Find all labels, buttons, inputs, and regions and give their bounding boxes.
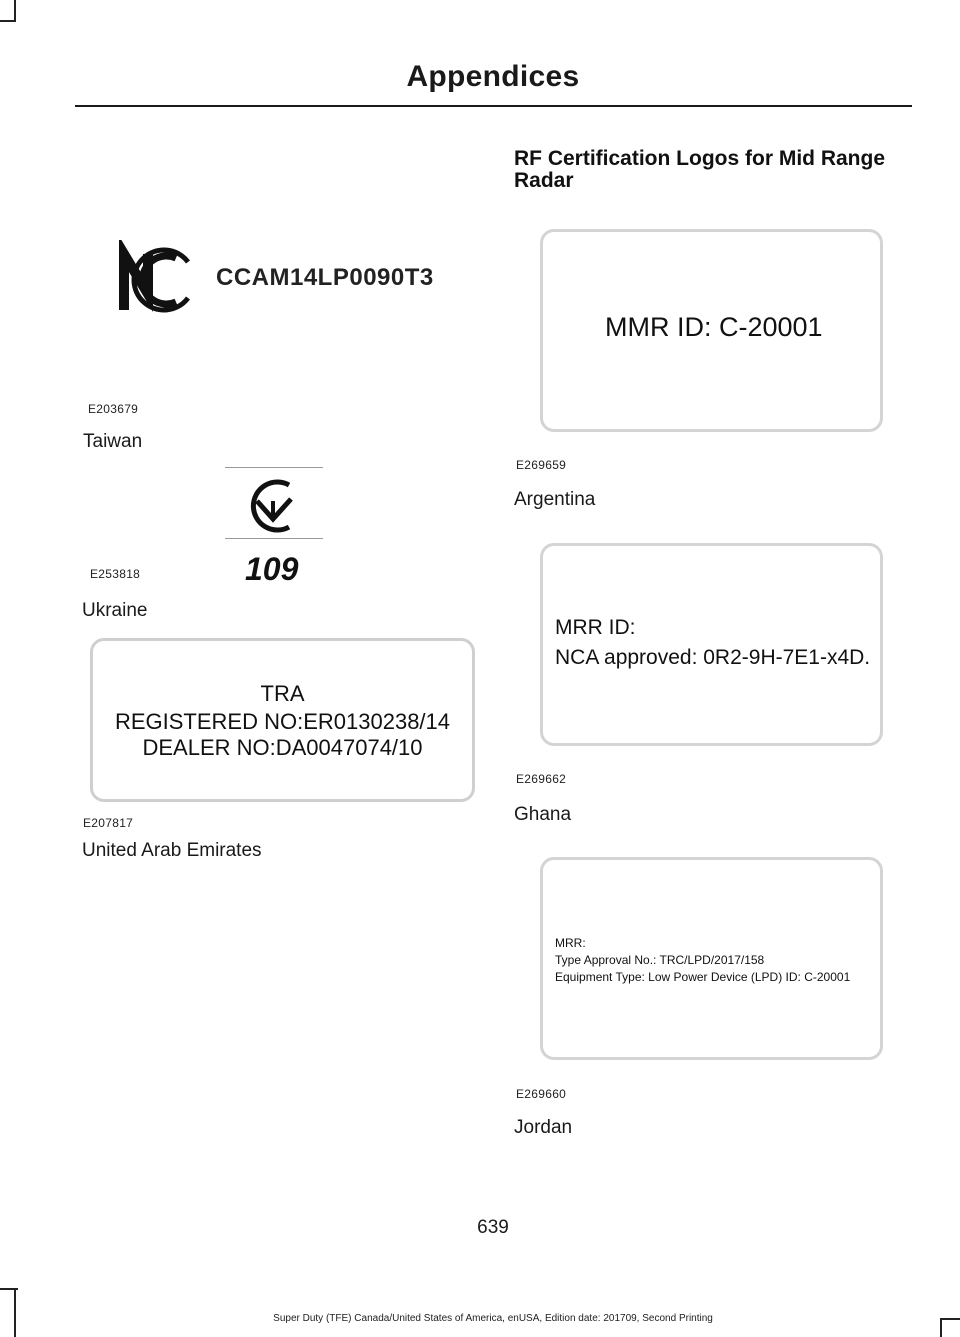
crop-mark-top-left-h bbox=[0, 20, 16, 22]
uae-label-line-1: TRA bbox=[260, 681, 305, 706]
figure-code: E269662 bbox=[516, 772, 567, 786]
ukraine-mid-rule bbox=[225, 538, 323, 539]
crop-mark-bottom-left-h bbox=[0, 1288, 18, 1290]
figure-jordan-label bbox=[540, 857, 883, 1060]
figure-code: E269659 bbox=[516, 458, 567, 472]
jordan-label-line-2: Type Approval No.: TRC/LPD/2017/158 bbox=[555, 953, 765, 967]
page-number: 639 bbox=[477, 1217, 509, 1238]
ukraine-conformity-mark-icon bbox=[239, 475, 309, 537]
ncc-label-text: CCAM14LP0090T3 bbox=[216, 264, 434, 291]
ukraine-top-rule bbox=[225, 467, 323, 468]
figure-code: E203679 bbox=[88, 402, 139, 416]
argentina-label-line-1: MMR ID: C-20001 bbox=[605, 312, 823, 342]
figure-caption-taiwan: Taiwan bbox=[83, 431, 143, 452]
uae-label-line-2: REGISTERED NO:ER0130238/14 bbox=[114, 709, 451, 734]
figure-caption-ukraine: Ukraine bbox=[82, 600, 148, 621]
page-header-title: Appendices bbox=[406, 60, 580, 93]
figure-caption-uae: United Arab Emirates bbox=[82, 840, 262, 861]
figure-caption-ghana: Ghana bbox=[514, 804, 572, 825]
ukraine-label-number: 109 bbox=[245, 551, 299, 587]
figure-ukraine bbox=[225, 467, 325, 592]
figure-code: E253818 bbox=[90, 567, 141, 581]
figure-code: E207817 bbox=[83, 816, 134, 830]
figure-uae-label bbox=[90, 638, 475, 802]
crop-mark-top-left-v bbox=[14, 0, 16, 22]
figure-caption-argentina: Argentina bbox=[514, 489, 596, 510]
ghana-label-line-1: MRR ID: bbox=[555, 616, 636, 639]
footer-edition-text: Super Duty (TFE) Canada/United States of America, enUSA, Edition date: 201709, Second Printing bbox=[273, 1313, 713, 1324]
section-heading: RF Certification Logos for Mid Range Radar bbox=[514, 147, 885, 192]
figure-taiwan bbox=[82, 190, 477, 375]
figure-code: E269660 bbox=[516, 1087, 567, 1101]
figure-argentina-label bbox=[540, 229, 883, 432]
figure-caption-jordan: Jordan bbox=[514, 1117, 573, 1138]
jordan-label-line-3: Equipment Type: Low Power Device (LPD) ID: C-20001 bbox=[555, 970, 851, 984]
header-divider bbox=[75, 105, 912, 107]
ghana-label-line-2: NCA approved: 0R2-9H-7E1-x4D. bbox=[555, 646, 871, 669]
ncc-logo-icon bbox=[114, 240, 194, 320]
jordan-label-line-1: MRR: bbox=[555, 936, 586, 950]
figure-ghana-label bbox=[540, 543, 883, 746]
uae-label-line-3: DEALER NO:DA0047074/10 bbox=[142, 735, 423, 760]
